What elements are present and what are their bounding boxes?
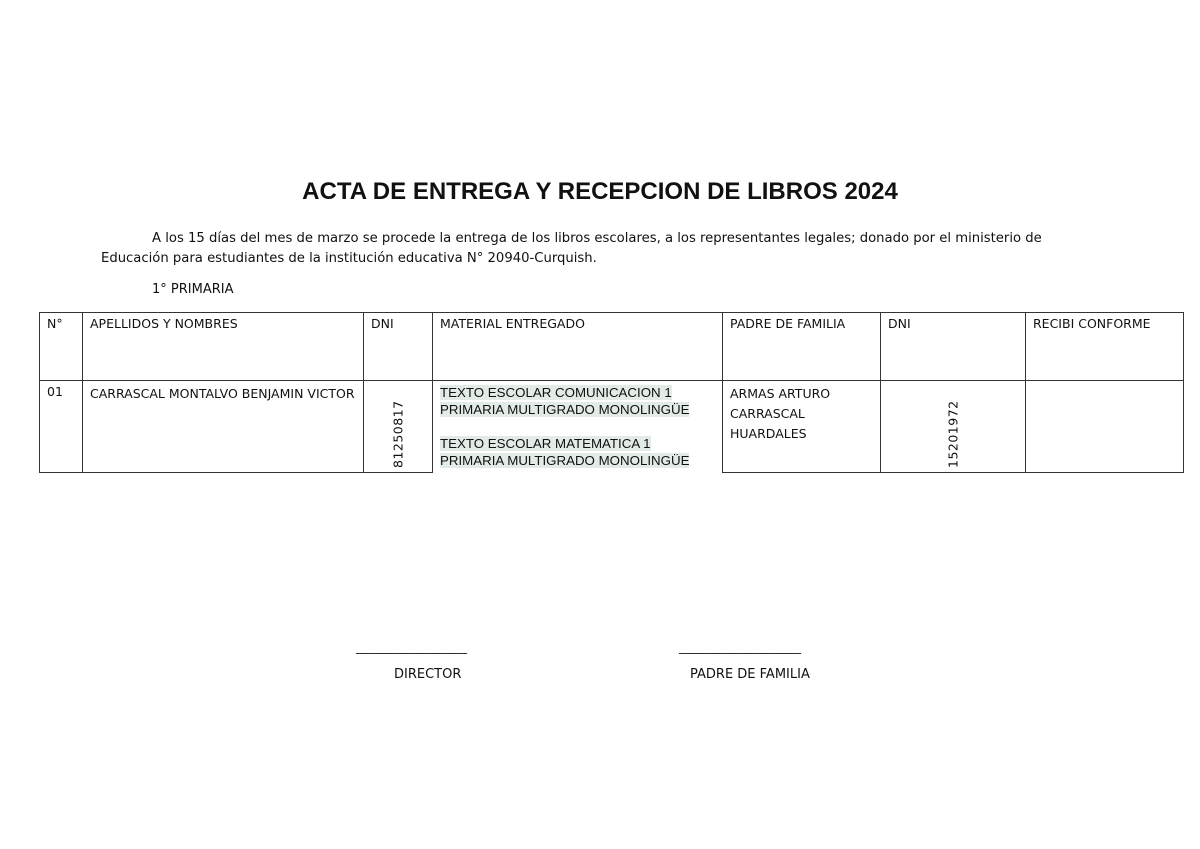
header-received: RECIBI CONFORME (1026, 313, 1184, 381)
material-item: TEXTO ESCOLAR COMUNICACION 1 PRIMARIA MULTIGRADO MONOLINGÜE (440, 385, 690, 417)
header-student-name: APELLIDOS Y NOMBRES (83, 313, 364, 381)
parent-dni-cell (881, 381, 1026, 473)
director-label: DIRECTOR (394, 667, 462, 682)
header-material: MATERIAL ENTREGADO (433, 313, 723, 381)
row-number: 01 (40, 381, 83, 473)
student-dni-cell (364, 381, 433, 473)
student-dni: 81250817 (390, 399, 406, 468)
grade-label: 1° PRIMARIA (152, 282, 234, 297)
parent-signature-line: ______________________ (679, 640, 800, 655)
director-signature-line: ____________________ (356, 640, 466, 655)
material-item: TEXTO ESCOLAR MATEMATICA 1 PRIMARIA MULTIGRADO MONOLINGÜE (440, 436, 690, 468)
student-name: CARRASCAL MONTALVO BENJAMIN VICTOR (83, 381, 364, 473)
parent-label: PADRE DE FAMILIA (690, 667, 810, 682)
document-title: ACTA DE ENTREGA Y RECEPCION DE LIBROS 2024 (302, 178, 898, 205)
intro-paragraph: A los 15 días del mes de marzo se procede la entrega de los libros escolares, a los representantes legales; donado por el ministerio de Educación para estudiantes de la institución educativa N° 20940-Curquish. (101, 231, 1042, 266)
received-signature-cell (1026, 381, 1184, 473)
material-cell (433, 381, 723, 473)
delivery-table (39, 312, 1184, 473)
header-parent: PADRE DE FAMILIA (723, 313, 881, 381)
header-parent-dni: DNI (881, 313, 1026, 381)
table-row (40, 381, 1184, 473)
header-number: N° (40, 313, 83, 381)
parent-dni: 15201972 (945, 399, 961, 468)
table-header-row (40, 313, 1184, 381)
parent-name: ARMAS ARTURO CARRASCAL HUARDALES (723, 381, 881, 473)
header-student-dni: DNI (364, 313, 433, 381)
